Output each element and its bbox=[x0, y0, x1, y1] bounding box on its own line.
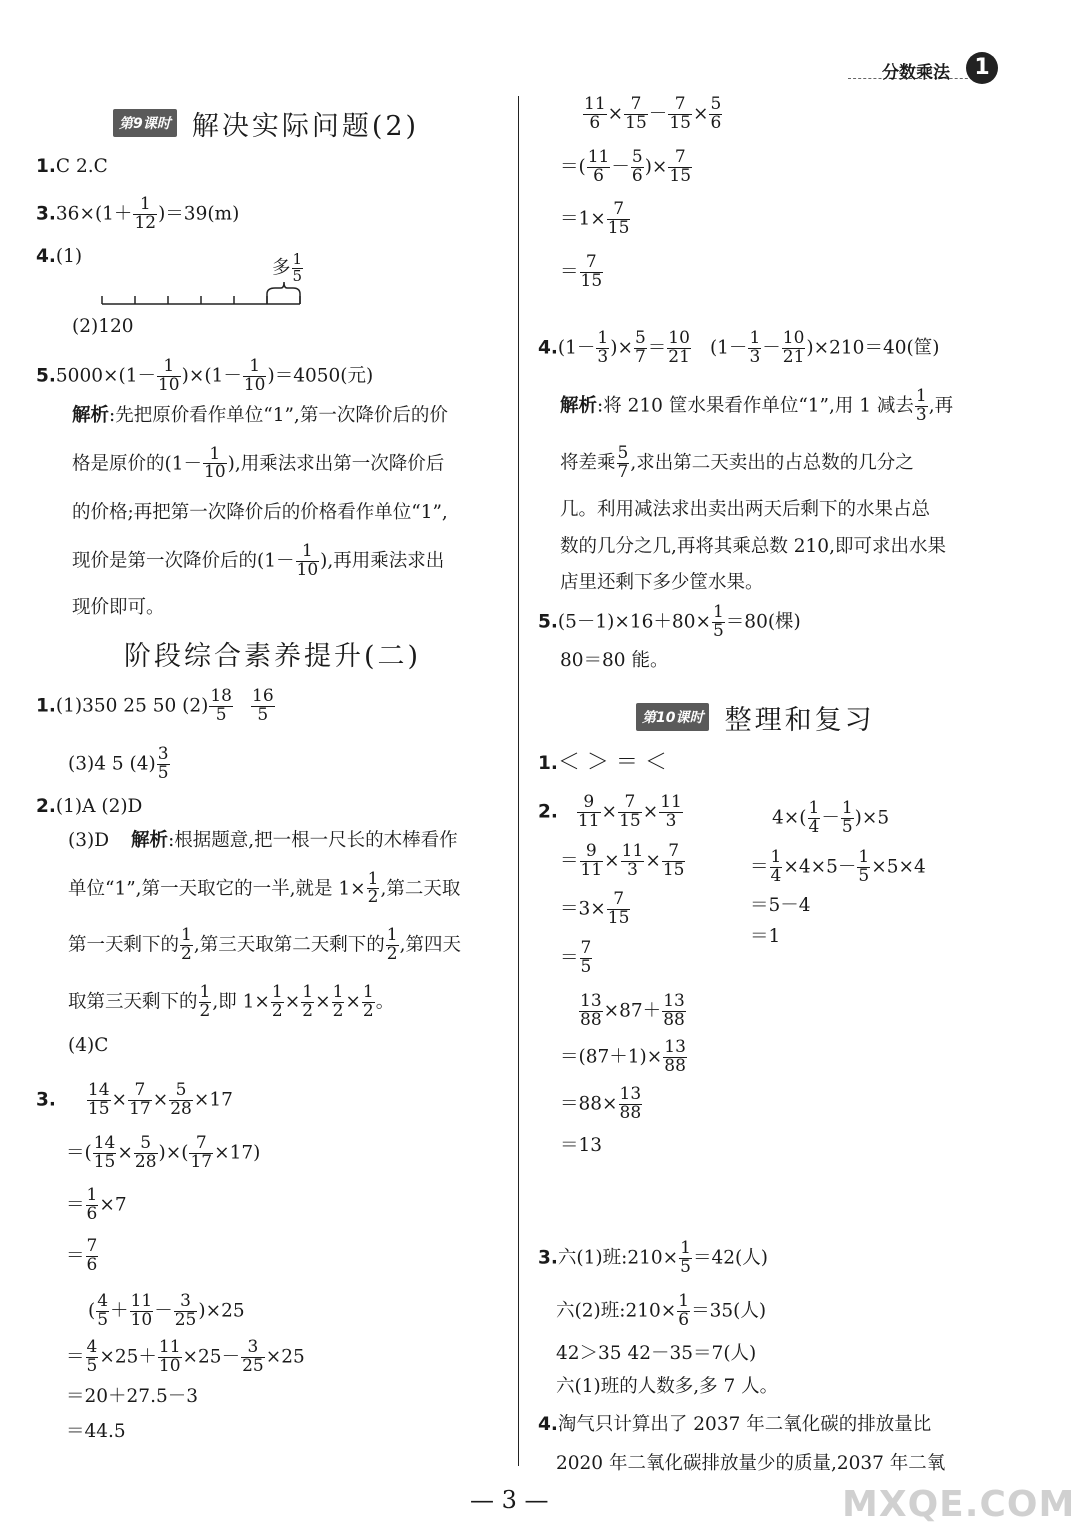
review-answer-3: 3.六(1)班:210× $\frac{1}{5}$ ＝42(人) 六(2)班:210× $\frac{1}{6}$ ＝35(人) 42＞35 42－35＝7(人) 六(1)班的人数多,多 7 人。 bbox=[538, 1238, 779, 1397]
answer-3: 3.36×(1＋ $\frac{1}{12}$ )＝39(m) bbox=[36, 194, 240, 233]
review-answer-4: 4.淘气只计算出了 2037 年二氧化碳的排放量比 2020 年二氧化碳排放量少的质量,2037 年二氧 bbox=[538, 1414, 946, 1474]
answer-r5-cont: 80＝80 能。 bbox=[560, 650, 669, 671]
watermark-logo: MXQE.COM bbox=[842, 1484, 1075, 1525]
stage-answer-1: 1.(1)350 25 50 (2) $\frac{18}{5}$ $\frac{16}{5}$ bbox=[36, 686, 274, 725]
answer-4: 4.(1) bbox=[36, 246, 83, 267]
answer-r5: 5.(5－1)×16＋80× $\frac{1}{5}$ ＝80(棵) bbox=[538, 602, 801, 641]
answer-4-part2: (2)120 bbox=[72, 316, 134, 337]
section-title: 整理和复习 bbox=[724, 705, 875, 736]
explanation-r4: 解析:将 210 筐水果看作单位“1”,用 1 减去 $\frac{1}{3}$ ,再 将差乘 $\frac{5}{7}$ ,求出第二天卖出的占总数的几分之 几。利用减法求出卖出两天后剩下的水果占总 数的几分之几,再将其乘总数 210,即可求出水果 店里还剩下多少筐水果。 bbox=[560, 386, 954, 594]
section-9-heading bbox=[113, 104, 419, 143]
section-10-heading bbox=[636, 698, 875, 737]
answer-5: 5.5000×(1－ $\frac{1}{10}$ )×(1－ $\frac{1}{10}$ )＝4050(元) bbox=[36, 356, 374, 395]
answer-r4: 4.(1－ $\frac{1}{3}$ )× $\frac{5}{7}$ ＝ $\frac{10}{21}$ (1－ $\frac{1}{3}$ － $\frac{10}{21}$ )×210＝40(筐) bbox=[538, 328, 940, 367]
stage-answer-1-cont: (3)4 5 (4) $\frac{3}{5}$ bbox=[68, 744, 169, 783]
explanation-5: 解析:先把原价看作单位“1”,第一次降价后的价 格是原价的(1－ $\frac{1}{10}$ ),用乘法求出第一次降价后 的价格;再把第一次降价后的价格看作单位“1”, 现价是第一次降价后的(1－ $\frac{1}{10}$ ),再用乘法求出 现价即可。 bbox=[72, 405, 448, 619]
chapter-header bbox=[848, 52, 1008, 86]
answer-1-2: 1.C 2.C bbox=[36, 156, 108, 177]
number-line-diagram: 多 $\frac{1}{5}$ bbox=[100, 252, 320, 312]
stage-answer-3: 3. $\frac{14}{15}$ × $\frac{7}{17}$ × $\frac{5}{28}$ ×17 ＝( $\frac{14}{15}$ × $\frac{5}{28}$ )×( $\frac{7}{17}$ ×17) ＝ $\frac{1}{6}$ ×7 ＝ $\frac{7}{6}$ ( $\frac{4}{5}$ ＋ $\frac{11}{10}$ － $\frac{3}{25}$ )×25 ＝ $\frac{4}{5}$ ×25＋ $\frac{11}{10}$ ×25－ $\frac{3}{25}$ ×25 ＝20＋27.5－3 ＝44.5 bbox=[36, 1080, 305, 1442]
stage-answer-2: 2.(1)A (2)D bbox=[36, 796, 143, 817]
section-title: 解决实际问题(2) bbox=[191, 111, 420, 142]
chapter-label: 分数乘法 bbox=[882, 63, 950, 83]
chapter-number-badge: 1 bbox=[966, 52, 998, 84]
review-answer-2-right: 4×( $\frac{1}{4}$ － $\frac{1}{5}$ )×5 ＝ $\frac{1}{4}$ ×4×5－ $\frac{1}{5}$ ×5×4 ＝5－4 ＝1 bbox=[750, 798, 926, 947]
page-number: — 3 — bbox=[470, 1486, 549, 1514]
lesson-badge: 第9课时 bbox=[113, 109, 177, 137]
stage-review-title: 阶段综合素养提升(二) bbox=[124, 641, 422, 672]
calc-continuation: $\frac{11}{6}$ × $\frac{7}{15}$ － $\frac{7}{15}$ × $\frac{5}{6}$ ＝( $\frac{11}{6}$ － $\frac{5}{6}$ )× $\frac{7}{15}$ ＝1× $\frac{7}{15}$ ＝ $\frac{7}{15}$ bbox=[560, 94, 722, 291]
review-answer-2-left: 2. $\frac{9}{11}$ × $\frac{7}{15}$ × $\frac{11}{3}$ ＝ $\frac{9}{11}$ × $\frac{11}{3}$ × $\frac{7}{15}$ ＝3× $\frac{7}{15}$ ＝ $\frac{7}{5}$ $\frac{13}{88}$ ×87＋ $\frac{13}{88}$ ＝(87＋1)× $\frac{13}{88}$ ＝88× $\frac{13}{88}$ ＝13 bbox=[538, 792, 686, 1156]
review-answer-1: 1.＜ ＞ ＝ ＜ bbox=[538, 750, 667, 775]
lesson-badge: 第10课时 bbox=[636, 703, 709, 731]
stage-explanation-2: (3)D 解析:根据题意,把一根一尺长的木棒看作 单位“1”,第一天取它的一半,就是 1× $\frac{1}{2}$ ,第二天取 第一天剩下的 $\frac{1}{2}$ ,第三天取第二天剩下的 $\frac{1}{2}$ ,第四天 取第三天剩下的 $\frac{1}{2}$ ,即 1× $\frac{1}{2}$ × $\frac{1}{2}$ × $\frac{1}{2}$ × $\frac{1}{2}$ 。 (4)C bbox=[68, 830, 461, 1056]
column-divider bbox=[518, 96, 519, 1466]
